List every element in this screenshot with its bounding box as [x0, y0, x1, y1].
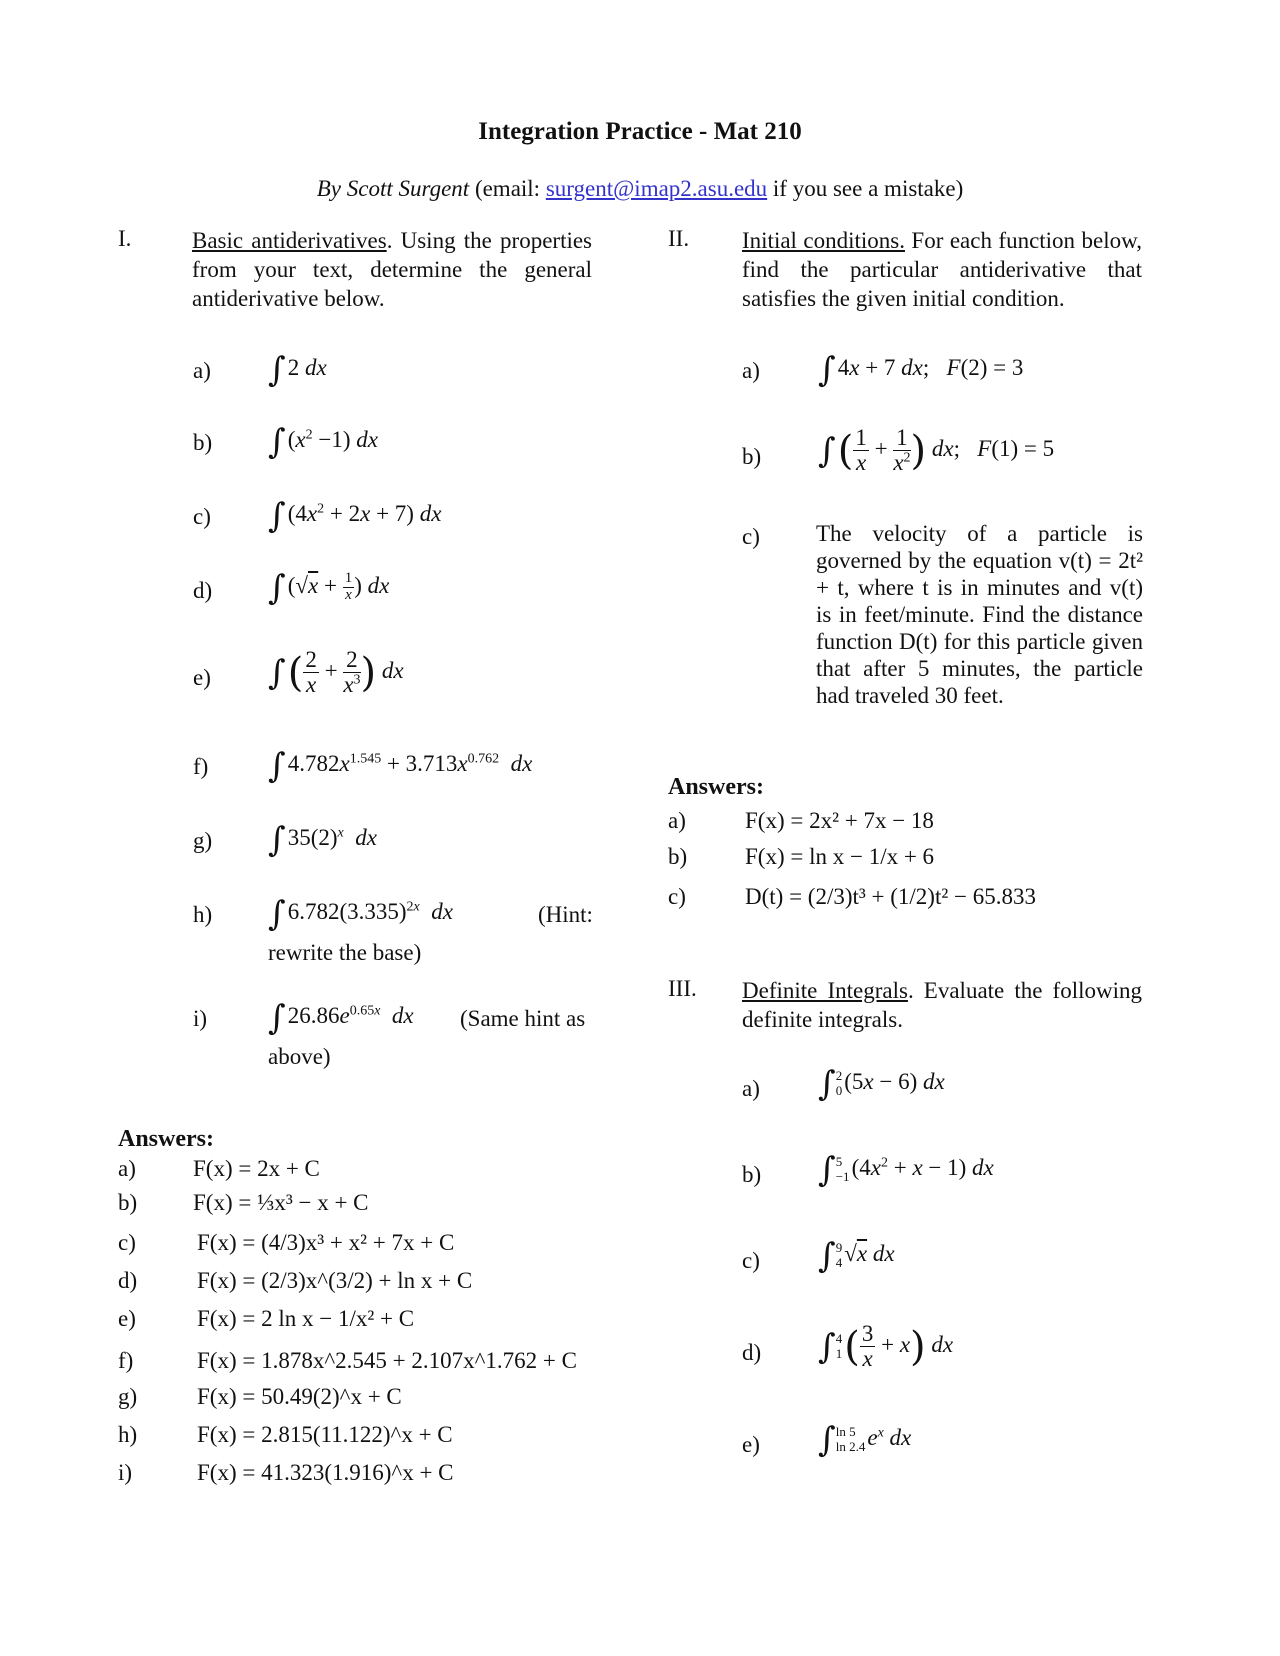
problem-label: c): [193, 504, 211, 529]
answer-2c: D(t) = (2/3)t³ + (1/2)t² − 65.833: [745, 884, 1036, 909]
problem-label: a): [742, 358, 760, 383]
section-1-number: I.: [118, 226, 132, 251]
problem-label: e): [742, 1432, 760, 1457]
problem-3d: ∫ 4 1 ( $\frac{3}{x}$ + x) dx: [818, 1321, 954, 1372]
author: By Scott Surgent: [316, 176, 470, 201]
section-2-intro: Initial conditions. For each function below, find the particular antiderivative that satisfies the given initial condition.: [742, 228, 1142, 311]
problem-label: b): [742, 444, 762, 469]
section-1-heading: Basic antiderivatives: [192, 228, 387, 253]
problem-label: c): [742, 524, 760, 549]
section-2-number: II.: [668, 226, 690, 251]
problem-label: b): [742, 1162, 762, 1187]
problem-1d: ∫(√x + $\frac{1}{x}$ ) dx: [268, 568, 390, 608]
page-title: Integration Practice - Mat 210: [478, 118, 802, 145]
answer-2a: F(x) = 2x² + 7x − 18: [745, 808, 934, 833]
problem-1e: ∫( $\frac{2}{x}$ + $\frac{2}{x^3}$ ) dx: [268, 647, 404, 698]
hint-continued: rewrite the base): [268, 940, 422, 965]
answer-label: g): [118, 1384, 138, 1409]
problem-1i: $\int 26.86e^{0.65x}$ dx: [268, 998, 414, 1038]
problem-label: d): [742, 1340, 762, 1365]
answer-label: i): [118, 1460, 133, 1485]
answer-1e: F(x) = 2 ln x − 1/x² + C: [197, 1306, 415, 1331]
byline: By Scott Surgent (email: surgent@imap2.asu.edu if you see a mistake): [316, 176, 964, 201]
velocity-problem: The velocity of a particle is governed by the equation v(t) = 2t² + t, where t is in minutes and v(t) is in feet/minute. Find the distance function D(t) for this particle given that after 5 minutes, the particle had traveled 30 feet.: [816, 521, 1143, 708]
answer-1h: F(x) = 2.815(11.122)^x + C: [197, 1422, 453, 1447]
problem-2a: ∫4x + 7 dx; F(2) = 3: [818, 350, 1024, 390]
section-3-number: III.: [668, 976, 697, 1001]
problem-label: c): [742, 1248, 760, 1273]
section-2-heading: Initial conditions.: [742, 228, 905, 253]
problem-3b: ∫ 5 −1 $(4x^2 + x - 1)$ dx: [818, 1150, 994, 1190]
problem-1c: $\int(4x^2 + 2x + 7)$ dx: [268, 496, 442, 536]
problem-label: g): [193, 828, 213, 853]
problem-label: b): [193, 430, 213, 455]
answer-label: h): [118, 1422, 138, 1447]
section-3-heading: Definite Integrals: [742, 978, 908, 1003]
hint: (Hint:: [538, 902, 593, 927]
section-1-intro: Basic antiderivatives. Using the properties from your text, determine the general antiderivative below.: [192, 228, 593, 311]
problem-3e: ∫ ln 5 ln 2.4 $e^x$ dx: [818, 1420, 912, 1460]
problem-1h: $\int 6.782(3.335)^{2x}$ dx: [268, 894, 453, 934]
problem-label: a): [193, 358, 211, 383]
answer-label: a): [118, 1156, 136, 1181]
problem-3a: ∫ 2 0 (5x − 6) dx: [818, 1064, 945, 1104]
hint: (Same hint as: [460, 1006, 586, 1031]
problem-2b: ∫( $\frac{1}{x}$ + $\frac{1}{x^2}$ ) dx; F(1) = 5: [818, 425, 1055, 476]
problem-label: a): [742, 1076, 760, 1101]
problem-label: f): [193, 754, 209, 779]
answer-1d: F(x) = (2/3)x^(3/2) + ln x + C: [197, 1268, 473, 1293]
problem-label: h): [193, 902, 213, 927]
answer-1f: F(x) = 1.878x^2.545 + 2.107x^1.762 + C: [197, 1348, 577, 1373]
answer-label: d): [118, 1268, 138, 1293]
answer-1g: F(x) = 50.49(2)^x + C: [197, 1384, 402, 1409]
problem-3c: ∫ 9 4 √x dx: [818, 1236, 895, 1276]
answer-label: b): [668, 844, 688, 869]
problem-1a: ∫2 dx: [268, 350, 327, 390]
answer-1b: F(x) = ⅓x³ − x + C: [193, 1190, 369, 1215]
answer-label: c): [118, 1230, 136, 1255]
answer-1i: F(x) = 41.323(1.916)^x + C: [197, 1460, 454, 1485]
section-3-intro: Definite Integrals. Evaluate the following definite integrals.: [742, 978, 1142, 1032]
hint-continued: above): [268, 1044, 331, 1069]
email-link[interactable]: surgent@imap2.asu.edu: [545, 176, 768, 201]
problem-1f: $\int 4.782x^{1.545} + 3.713x^{0.762}$ dx: [268, 746, 533, 786]
problem-label: e): [193, 665, 211, 690]
answer-1c: F(x) = (4/3)x³ + x² + 7x + C: [197, 1230, 455, 1255]
answer-label: a): [668, 808, 686, 833]
problem-label: i): [193, 1006, 208, 1031]
answer-label: f): [118, 1348, 134, 1373]
answers-heading: Answers:: [118, 1126, 214, 1152]
problem-label: d): [193, 578, 213, 603]
answer-label: b): [118, 1190, 138, 1215]
answer-label: e): [118, 1306, 136, 1331]
answer-1a: F(x) = 2x + C: [193, 1156, 320, 1181]
problem-1g: $\int 35(2)^x$ dx: [268, 820, 377, 860]
answer-2b: F(x) = ln x − 1/x + 6: [745, 844, 935, 869]
answer-label: c): [668, 884, 686, 909]
answers-heading: Answers:: [668, 774, 764, 800]
problem-1b: $\int(x^2 -1)$ dx: [268, 422, 378, 462]
